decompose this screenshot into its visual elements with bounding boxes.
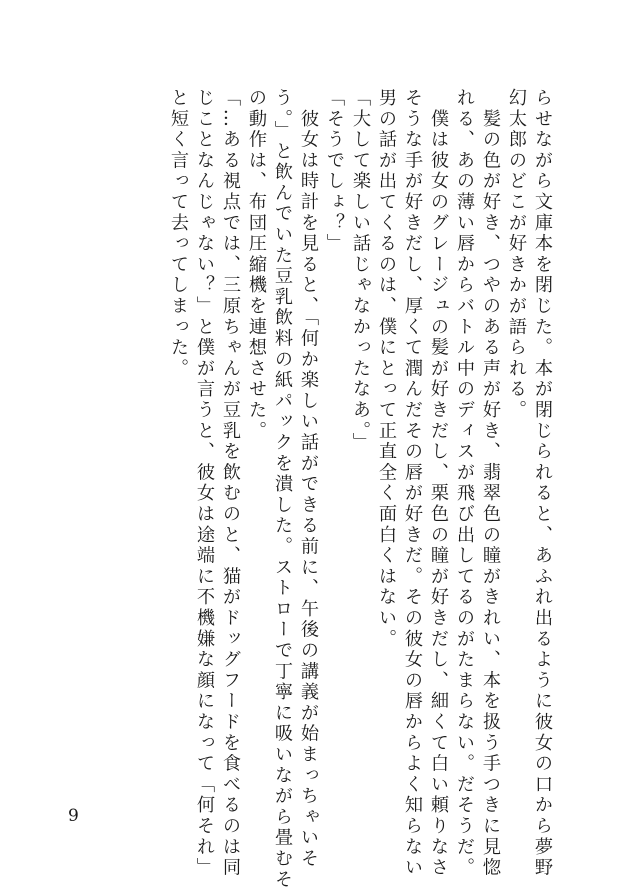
text-line: と短く言って去ってしまった。	[168, 88, 189, 380]
text-line: らせながら文庫本を閉じた。本が閉じられると、あふれ出るように彼女の口から夢野	[532, 88, 553, 879]
text-line: 男の話が出てくるのは、僕にとって正直全く面白くはない。	[376, 88, 397, 650]
text-line: う。」と飲んでいた豆乳飲料の紙パックを潰した。ストローで丁寧に吸いながら畳むそ	[272, 88, 293, 890]
text-line: じことなんじゃない？」と僕が言うと、彼女は途端に不機嫌な顔になって「何それ」	[194, 88, 215, 879]
text-line: の動作は、布団圧縮機を連想させた。	[246, 88, 267, 442]
text-line: 髪の色が好き、つやのある声が好き、翡翠色の瞳がきれい、本を扱う手つきに見惚	[480, 88, 501, 879]
text-line: 彼女は時計を見ると、「何か楽しい話ができる前に、午後の講義が始まっちゃいそ	[298, 88, 319, 870]
page-number: 9	[68, 806, 79, 826]
text-line: 「…ある視点では、三原ちゃんが豆乳を飲むのと、猫がドッグフードを食べるのは同	[220, 88, 241, 879]
text-line: 「そうでしょ？」	[324, 88, 345, 255]
text-line: 幻太郎のどこが好きかが語られる。	[506, 88, 527, 421]
text-line: 「大して楽しい話じゃなかったなあ。」	[350, 88, 371, 454]
body-text	[165, 88, 555, 890]
text-line: れる、あの薄い唇からバトル中のディスが飛び出してるのがたまらない。だそうだ。	[454, 88, 475, 879]
text-line: そうな手が好きだし、厚くて潤んだその唇が好きだ。その彼女の唇からよく知らない	[402, 88, 423, 879]
text-line: 僕は彼女のグレージュの髪が好きだし、栗色の瞳が好きだし、細くて白い頼りなさ	[428, 88, 449, 879]
